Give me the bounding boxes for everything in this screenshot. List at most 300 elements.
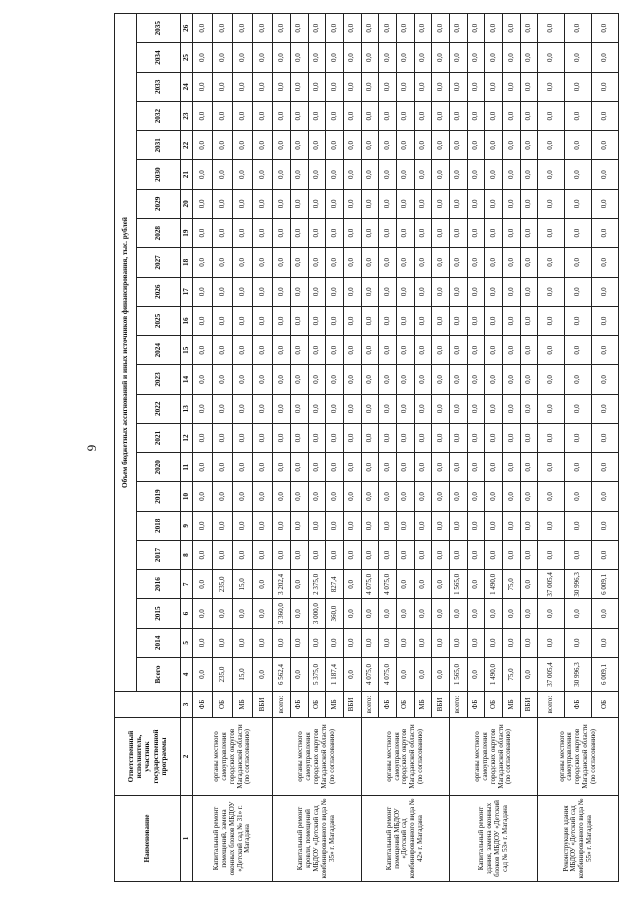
value-cell: 0,0 [432,423,450,452]
value-cell: 0,0 [233,160,253,189]
value-cell: 0,0 [467,43,485,72]
value-cell: 0,0 [450,394,468,423]
header-budget: Объем бюджетных ассигнований и иных источников финансирования, тыс. рублей [115,14,137,692]
value-cell: 0,0 [379,599,397,628]
value-cell: 0,0 [193,511,213,540]
value-cell: 0,0 [326,306,344,335]
value-cell: 0,0 [520,131,538,160]
source-cell: всего: [361,692,379,718]
value-cell: 0,0 [450,101,468,130]
header-column-number: 2 [181,718,193,796]
value-cell: 0,0 [344,277,362,306]
value-cell: 0,0 [467,482,485,511]
value-cell: 0,0 [503,72,521,101]
value-cell: 0,0 [503,423,521,452]
value-cell: 0,0 [344,43,362,72]
header-total: Всего [137,658,181,692]
total-cell: 75,0 [503,658,521,692]
value-cell: 0,0 [213,453,233,482]
value-cell: 0,0 [485,628,503,657]
value-cell: 0,0 [467,453,485,482]
table-row [538,14,565,882]
value-cell: 0,0 [326,423,344,452]
value-cell: 0,0 [503,43,521,72]
value-cell: 0,0 [291,599,309,628]
value-cell: 0,0 [361,394,379,423]
value-cell: 0,0 [397,306,415,335]
source-cell: МБ [233,692,253,718]
value-cell: 0,0 [361,482,379,511]
value-cell: 0,0 [538,101,565,130]
value-cell: 0,0 [361,160,379,189]
value-cell: 0,0 [379,43,397,72]
value-cell: 0,0 [565,101,592,130]
value-cell: 0,0 [538,43,565,72]
value-cell: 0,0 [485,423,503,452]
value-cell: 0,0 [485,599,503,628]
value-cell: 0,0 [565,189,592,218]
value-cell: 0,0 [565,599,592,628]
value-cell: 0,0 [326,365,344,394]
value-cell: 0,0 [379,189,397,218]
value-cell: 0,0 [326,131,344,160]
value-cell: 0,0 [344,131,362,160]
value-cell: 0,0 [520,219,538,248]
value-cell: 0,0 [291,160,309,189]
value-cell: 0,0 [520,365,538,394]
value-cell: 3 000,0 [308,599,326,628]
value-cell: 0,0 [565,160,592,189]
value-cell: 0,0 [233,482,253,511]
value-cell: 1 565,0 [450,570,468,599]
value-cell: 0,0 [193,394,213,423]
page-number: 9 [84,444,99,452]
value-cell: 0,0 [538,131,565,160]
value-cell: 0,0 [308,72,326,101]
value-cell: 0,0 [253,189,273,218]
value-cell: 0,0 [233,189,253,218]
source-cell: ВБИ [253,692,273,718]
value-cell: 0,0 [520,599,538,628]
total-cell: 0,0 [291,658,309,692]
value-cell: 0,0 [450,248,468,277]
value-cell: 3 360,0 [273,599,291,628]
value-cell: 0,0 [450,160,468,189]
value-cell: 0,0 [397,365,415,394]
value-cell: 0,0 [565,248,592,277]
value-cell: 0,0 [467,72,485,101]
value-cell: 0,0 [308,101,326,130]
table-row [273,14,291,882]
value-cell: 0,0 [397,511,415,540]
value-cell: 0,0 [485,277,503,306]
value-cell: 0,0 [361,453,379,482]
value-cell: 0,0 [565,277,592,306]
value-cell: 0,0 [291,482,309,511]
value-cell: 0,0 [379,365,397,394]
value-cell: 0,0 [467,219,485,248]
value-cell: 0,0 [326,160,344,189]
value-cell: 0,0 [450,628,468,657]
program-name-cell: Капитальный ремонт кровли, помещений МБДОУ «Детский сад комбинированного вида № 35» г. Магадана [273,796,361,882]
value-cell: 0,0 [253,43,273,72]
value-cell: 0,0 [414,628,432,657]
value-cell: 0,0 [361,599,379,628]
value-cell: 0,0 [591,365,618,394]
table-header [115,14,193,882]
table-row [361,14,379,882]
value-cell: 0,0 [213,189,233,218]
value-cell: 0,0 [361,248,379,277]
value-cell: 0,0 [291,72,309,101]
value-cell: 0,0 [432,365,450,394]
value-cell: 0,0 [273,277,291,306]
value-cell: 0,0 [432,72,450,101]
header-source [115,692,181,718]
value-cell: 0,0 [538,540,565,569]
value-cell: 0,0 [591,511,618,540]
value-cell: 0,0 [591,599,618,628]
value-cell: 0,0 [273,14,291,43]
value-cell: 0,0 [397,394,415,423]
value-cell: 0,0 [193,101,213,130]
source-cell: всего: [450,692,468,718]
value-cell: 0,0 [485,72,503,101]
value-cell: 0,0 [565,423,592,452]
value-cell: 0,0 [503,101,521,130]
value-cell: 0,0 [432,511,450,540]
value-cell: 0,0 [213,306,233,335]
value-cell: 0,0 [233,72,253,101]
source-cell: ФБ [291,692,309,718]
value-cell: 0,0 [291,248,309,277]
value-cell: 0,0 [361,72,379,101]
header-year-2031: 2031 [137,131,181,160]
value-cell: 0,0 [432,248,450,277]
value-cell: 0,0 [273,101,291,130]
value-cell: 0,0 [193,365,213,394]
value-cell: 0,0 [414,394,432,423]
value-cell: 0,0 [450,277,468,306]
total-cell: 15,0 [233,658,253,692]
value-cell: 0,0 [308,511,326,540]
value-cell: 0,0 [344,336,362,365]
value-cell: 0,0 [450,599,468,628]
value-cell: 0,0 [253,570,273,599]
value-cell: 0,0 [414,306,432,335]
source-cell: ФБ [379,692,397,718]
value-cell: 0,0 [379,14,397,43]
value-cell: 0,0 [565,482,592,511]
value-cell: 0,0 [379,453,397,482]
value-cell: 0,0 [467,277,485,306]
value-cell: 0,0 [538,511,565,540]
value-cell: 0,0 [397,189,415,218]
value-cell: 0,0 [308,423,326,452]
value-cell: 1 490,0 [485,570,503,599]
header-column-number: 1 [181,796,193,882]
value-cell: 0,0 [193,131,213,160]
value-cell: 0,0 [503,336,521,365]
value-cell: 0,0 [344,511,362,540]
total-cell: 4 075,0 [379,658,397,692]
header-year-2018: 2018 [137,511,181,540]
value-cell: 0,0 [213,219,233,248]
value-cell: 0,0 [233,336,253,365]
value-cell: 0,0 [485,219,503,248]
value-cell: 0,0 [520,160,538,189]
value-cell: 0,0 [397,570,415,599]
value-cell: 0,0 [273,189,291,218]
value-cell: 0,0 [233,101,253,130]
header-year-2032: 2032 [137,101,181,130]
value-cell: 0,0 [538,365,565,394]
table-body [193,14,619,882]
header-responsible: Ответственный исполнитель, участник государственной программы [115,718,181,796]
header-name: Наименование [115,796,181,882]
value-cell: 0,0 [233,131,253,160]
value-cell: 0,0 [344,306,362,335]
value-cell: 4 075,0 [361,570,379,599]
value-cell: 0,0 [361,131,379,160]
value-cell: 0,0 [432,277,450,306]
value-cell: 0,0 [520,453,538,482]
value-cell: 0,0 [538,160,565,189]
value-cell: 0,0 [273,248,291,277]
value-cell: 0,0 [565,365,592,394]
value-cell: 0,0 [291,511,309,540]
value-cell: 0,0 [414,570,432,599]
value-cell: 0,0 [291,628,309,657]
value-cell: 0,0 [213,160,233,189]
value-cell: 0,0 [344,599,362,628]
value-cell: 0,0 [520,423,538,452]
value-cell: 0,0 [450,43,468,72]
header-column-number: 25 [181,43,193,72]
value-cell: 0,0 [503,14,521,43]
value-cell: 0,0 [193,14,213,43]
source-cell: ФБ [565,692,592,718]
value-cell: 0,0 [565,453,592,482]
header-year-2020: 2020 [137,453,181,482]
value-cell: 30 996,3 [565,570,592,599]
program-name-cell: Капитальный ремонт помещений, замена оконных блоков МБДОУ «Детский сад № 31» г. Магадана [193,796,273,882]
value-cell: 0,0 [538,219,565,248]
value-cell: 0,0 [520,336,538,365]
value-cell: 0,0 [450,511,468,540]
value-cell: 0,0 [233,453,253,482]
source-cell: МБ [414,692,432,718]
value-cell: 0,0 [414,453,432,482]
value-cell: 15,0 [233,570,253,599]
source-cell: МБ [503,692,521,718]
value-cell: 0,0 [273,423,291,452]
total-cell: 0,0 [193,658,213,692]
value-cell: 0,0 [591,14,618,43]
value-cell: 0,0 [591,306,618,335]
value-cell: 0,0 [414,101,432,130]
total-cell: 5 375,0 [308,658,326,692]
value-cell: 0,0 [308,277,326,306]
value-cell: 0,0 [308,365,326,394]
value-cell: 0,0 [414,482,432,511]
value-cell: 0,0 [591,101,618,130]
value-cell: 0,0 [485,189,503,218]
source-cell: ВБИ [520,692,538,718]
value-cell: 0,0 [213,599,233,628]
value-cell: 0,0 [467,131,485,160]
value-cell: 0,0 [503,394,521,423]
value-cell: 0,0 [233,306,253,335]
header-year-2033: 2033 [137,72,181,101]
value-cell: 0,0 [467,628,485,657]
value-cell: 0,0 [432,599,450,628]
value-cell: 827,4 [326,570,344,599]
header-column-number: 10 [181,482,193,511]
value-cell: 4 075,0 [379,570,397,599]
total-cell: 0,0 [397,658,415,692]
value-cell: 0,0 [326,72,344,101]
value-cell: 0,0 [253,511,273,540]
value-cell: 0,0 [520,189,538,218]
header-column-number: 17 [181,277,193,306]
value-cell: 0,0 [308,482,326,511]
value-cell: 3 202,4 [273,570,291,599]
value-cell: 0,0 [344,160,362,189]
value-cell: 0,0 [344,628,362,657]
value-cell: 0,0 [503,277,521,306]
value-cell: 0,0 [361,219,379,248]
value-cell: 0,0 [591,540,618,569]
value-cell: 0,0 [485,540,503,569]
header-year-2019: 2019 [137,482,181,511]
value-cell: 0,0 [291,189,309,218]
value-cell: 0,0 [414,43,432,72]
value-cell: 0,0 [538,482,565,511]
value-cell: 0,0 [432,570,450,599]
value-cell: 0,0 [565,336,592,365]
value-cell: 0,0 [326,453,344,482]
total-cell: 6 562,4 [273,658,291,692]
value-cell: 0,0 [397,482,415,511]
value-cell: 0,0 [485,14,503,43]
value-cell: 0,0 [397,277,415,306]
value-cell: 0,0 [326,336,344,365]
value-cell: 0,0 [273,72,291,101]
total-cell: 0,0 [520,658,538,692]
header-column-number: 4 [181,658,193,692]
value-cell: 0,0 [253,14,273,43]
value-cell: 0,0 [361,365,379,394]
value-cell: 0,0 [538,72,565,101]
header-year-2014: 2014 [137,628,181,657]
value-cell: 0,0 [591,43,618,72]
value-cell: 0,0 [591,131,618,160]
header-year-2034: 2034 [137,43,181,72]
total-cell: 235,0 [213,658,233,692]
value-cell: 0,0 [308,628,326,657]
value-cell: 0,0 [432,160,450,189]
value-cell: 0,0 [520,394,538,423]
value-cell: 0,0 [193,599,213,628]
value-cell: 0,0 [467,189,485,218]
value-cell: 0,0 [379,131,397,160]
value-cell: 0,0 [591,482,618,511]
value-cell: 0,0 [344,540,362,569]
total-cell: 0,0 [253,658,273,692]
value-cell: 0,0 [565,43,592,72]
value-cell: 0,0 [397,423,415,452]
value-cell: 0,0 [538,628,565,657]
value-cell: 0,0 [233,277,253,306]
value-cell: 0,0 [253,160,273,189]
value-cell: 0,0 [520,72,538,101]
value-cell: 0,0 [233,365,253,394]
value-cell: 0,0 [565,628,592,657]
value-cell: 0,0 [213,628,233,657]
source-cell: всего: [538,692,565,718]
header-column-number: 20 [181,189,193,218]
header-year-2029: 2029 [137,189,181,218]
header-year-2025: 2025 [137,306,181,335]
value-cell: 0,0 [193,336,213,365]
value-cell: 0,0 [450,423,468,452]
total-cell: 1 565,0 [450,658,468,692]
value-cell: 0,0 [450,219,468,248]
value-cell: 0,0 [291,540,309,569]
source-cell: ОБ [397,692,415,718]
value-cell: 0,0 [291,14,309,43]
header-column-number: 15 [181,336,193,365]
value-cell: 0,0 [273,394,291,423]
value-cell: 0,0 [591,277,618,306]
value-cell: 0,0 [467,599,485,628]
value-cell: 0,0 [253,219,273,248]
value-cell: 0,0 [397,43,415,72]
responsible-cell: органы местного самоуправления городских округов Магаданской области (по согласованию) [193,718,273,796]
value-cell: 0,0 [485,306,503,335]
value-cell: 0,0 [397,219,415,248]
value-cell: 0,0 [520,482,538,511]
value-cell: 0,0 [291,306,309,335]
value-cell: 0,0 [233,248,253,277]
value-cell: 0,0 [379,336,397,365]
value-cell: 0,0 [233,540,253,569]
header-column-number: 21 [181,160,193,189]
value-cell: 0,0 [273,336,291,365]
value-cell: 0,0 [397,540,415,569]
value-cell: 0,0 [379,306,397,335]
value-cell: 0,0 [591,336,618,365]
program-name-cell: Капитальный ремонт помещений МБДОУ «Детский сад комбинированного вида № 42» г. Магадана [361,796,449,882]
table-row [193,14,213,882]
value-cell: 0,0 [397,453,415,482]
source-cell: ВБИ [432,692,450,718]
value-cell: 0,0 [520,511,538,540]
value-cell: 0,0 [485,248,503,277]
value-cell: 0,0 [503,365,521,394]
value-cell: 0,0 [565,72,592,101]
value-cell: 0,0 [253,131,273,160]
value-cell: 0,0 [414,189,432,218]
value-cell: 0,0 [520,101,538,130]
source-cell: ВБИ [344,692,362,718]
value-cell: 0,0 [520,540,538,569]
value-cell: 0,0 [233,423,253,452]
value-cell: 0,0 [233,43,253,72]
value-cell: 0,0 [520,628,538,657]
value-cell: 0,0 [467,423,485,452]
